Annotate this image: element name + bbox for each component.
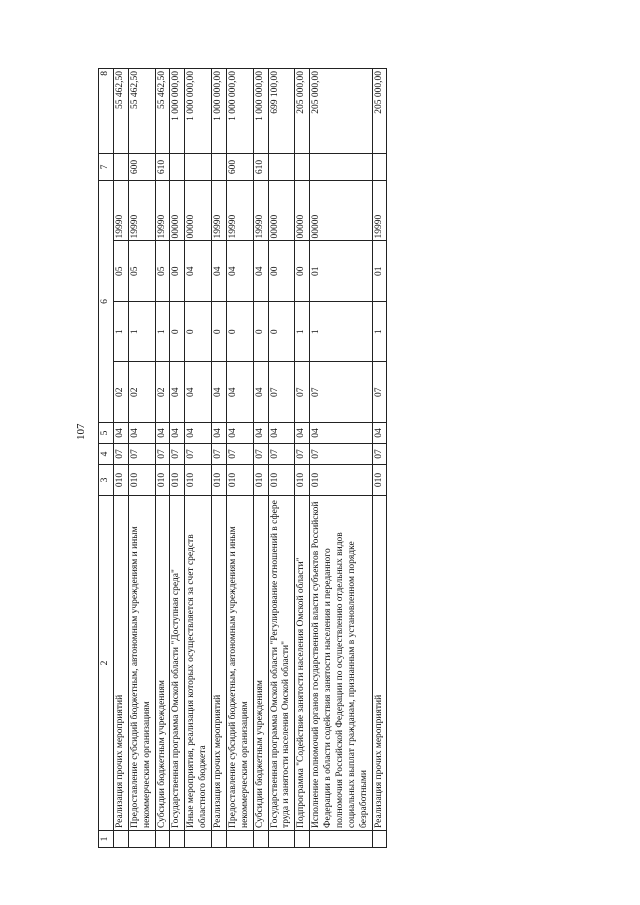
cell-c2: Субсидии бюджетным учреждениям — [155, 496, 170, 831]
cell-c5: 04 — [268, 423, 295, 444]
cell-c6a: 02 — [113, 362, 128, 423]
cell-c4: 07 — [128, 444, 155, 465]
table-row — [295, 69, 310, 848]
cell-c3: 010 — [128, 465, 155, 496]
cell-c3: 010 — [253, 465, 268, 496]
cell-c6a: 07 — [372, 362, 387, 423]
cell-c4: 07 — [268, 444, 295, 465]
cell-c6a: 02 — [128, 362, 155, 423]
cell-c7 — [113, 154, 128, 181]
cell-c2: Субсидии бюджетным учреждениям — [253, 496, 268, 831]
cell-c3: 010 — [268, 465, 295, 496]
cell-c6c: 04 — [212, 241, 227, 302]
cell-c6d: 00000 — [295, 181, 310, 242]
cell-c3: 010 — [113, 465, 128, 496]
cell-c2: Реализация прочих мероприятий — [212, 496, 227, 831]
cell-c6a: 04 — [185, 362, 212, 423]
table-row — [372, 69, 387, 848]
cell-c6c: 00 — [170, 241, 185, 302]
cell-c6b: 0 — [185, 302, 212, 363]
cell-c8: 1 000 000,00 — [170, 69, 185, 154]
table-row — [268, 69, 295, 848]
header-col-5: 5 — [99, 423, 114, 444]
budget-table-container — [98, 68, 578, 848]
cell-c5: 04 — [310, 423, 372, 444]
cell-c7 — [212, 154, 227, 181]
cell-c6d: 00000 — [185, 181, 212, 242]
cell-c1 — [170, 831, 185, 848]
cell-c4: 07 — [226, 444, 253, 465]
cell-c6a: 04 — [212, 362, 227, 423]
cell-c4: 07 — [253, 444, 268, 465]
cell-c2: Государственная программа Омской области "Регулирование отношений в сфере труда и занятости населения Омской области" — [268, 496, 295, 831]
table-row — [185, 69, 212, 848]
cell-c7: 610 — [155, 154, 170, 181]
cell-c4: 07 — [113, 444, 128, 465]
cell-c7 — [268, 154, 295, 181]
cell-c3: 010 — [185, 465, 212, 496]
cell-c1 — [372, 831, 387, 848]
cell-c2: Предоставление субсидий бюджетным, автономным учреждениям и иным некоммерческим организациям — [226, 496, 253, 831]
cell-c6d: 19990 — [212, 181, 227, 242]
cell-c6c: 01 — [310, 241, 372, 302]
cell-c2: Исполнение полномочий органов государственной власти субъектов Российской Федерации в области содействия занятости населения и переданного полномочия Российской Федерации по осуществлению отдельных видов социальных выплат гражданам, признанным в установленном порядке безработными — [310, 496, 372, 831]
cell-c6a: 04 — [253, 362, 268, 423]
cell-c4: 07 — [212, 444, 227, 465]
cell-c1 — [295, 831, 310, 848]
cell-c6d: 19990 — [372, 181, 387, 242]
cell-c4: 07 — [295, 444, 310, 465]
cell-c5: 04 — [185, 423, 212, 444]
budget-table — [98, 68, 387, 848]
table-body — [113, 69, 387, 848]
cell-c5: 04 — [155, 423, 170, 444]
cell-c7: 610 — [253, 154, 268, 181]
cell-c6b: 1 — [295, 302, 310, 363]
cell-c8: 55 462,50 — [155, 69, 170, 154]
cell-c6a: 07 — [268, 362, 295, 423]
table-row — [310, 69, 372, 848]
cell-c1 — [113, 831, 128, 848]
cell-c6b: 1 — [310, 302, 372, 363]
cell-c2: Реализация прочих мероприятий — [372, 496, 387, 831]
cell-c5: 04 — [226, 423, 253, 444]
cell-c8: 1 000 000,00 — [185, 69, 212, 154]
cell-c6c: 04 — [185, 241, 212, 302]
cell-c6b: 0 — [268, 302, 295, 363]
cell-c6c: 00 — [295, 241, 310, 302]
cell-c8: 1 000 000,00 — [253, 69, 268, 154]
cell-c7 — [170, 154, 185, 181]
cell-c6d: 19990 — [253, 181, 268, 242]
cell-c5: 04 — [295, 423, 310, 444]
cell-c6a: 07 — [295, 362, 310, 423]
cell-c1 — [253, 831, 268, 848]
cell-c1 — [128, 831, 155, 848]
cell-c7 — [295, 154, 310, 181]
table-row — [226, 69, 253, 848]
cell-c6c: 01 — [372, 241, 387, 302]
cell-c6d: 00000 — [310, 181, 372, 242]
cell-c8: 1 000 000,00 — [212, 69, 227, 154]
cell-c6b: 1 — [113, 302, 128, 363]
cell-c8: 205 000,00 — [372, 69, 387, 154]
cell-c5: 04 — [253, 423, 268, 444]
table-row — [253, 69, 268, 848]
cell-c5: 04 — [113, 423, 128, 444]
cell-c3: 010 — [310, 465, 372, 496]
cell-c6c: 04 — [253, 241, 268, 302]
cell-c6c: 05 — [128, 241, 155, 302]
cell-c6a: 04 — [226, 362, 253, 423]
cell-c1 — [155, 831, 170, 848]
cell-c8: 1 000 000,00 — [226, 69, 253, 154]
header-col-4: 4 — [99, 444, 114, 465]
cell-c7 — [185, 154, 212, 181]
page-number: 107 — [75, 423, 87, 440]
cell-c2: Государственная программа Омской области "Доступная среда" — [170, 496, 185, 831]
cell-c4: 07 — [155, 444, 170, 465]
cell-c6c: 00 — [268, 241, 295, 302]
cell-c5: 04 — [372, 423, 387, 444]
table-row — [128, 69, 155, 848]
cell-c8: 55 462,50 — [113, 69, 128, 154]
cell-c6b: 1 — [128, 302, 155, 363]
cell-c6b: 0 — [212, 302, 227, 363]
cell-c6c: 04 — [226, 241, 253, 302]
cell-c2: Иные мероприятия, реализация которых осуществляется за счет средств областного бюджета — [185, 496, 212, 831]
cell-c4: 07 — [372, 444, 387, 465]
table-row — [155, 69, 170, 848]
cell-c6b: 0 — [170, 302, 185, 363]
header-col-3: 3 — [99, 465, 114, 496]
cell-c3: 010 — [372, 465, 387, 496]
cell-c5: 04 — [212, 423, 227, 444]
table-row — [113, 69, 128, 848]
cell-c8: 205 000,00 — [295, 69, 310, 154]
header-col-2: 2 — [99, 496, 114, 831]
cell-c8: 55 462,50 — [128, 69, 155, 154]
cell-c7: 600 — [128, 154, 155, 181]
cell-c6b: 0 — [226, 302, 253, 363]
cell-c6d: 00000 — [170, 181, 185, 242]
cell-c5: 04 — [128, 423, 155, 444]
cell-c1 — [226, 831, 253, 848]
cell-c6c: 05 — [113, 241, 128, 302]
cell-c4: 07 — [185, 444, 212, 465]
cell-c6a: 07 — [310, 362, 372, 423]
header-col-8: 8 — [99, 69, 114, 154]
cell-c3: 010 — [212, 465, 227, 496]
cell-c4: 07 — [170, 444, 185, 465]
cell-c7 — [372, 154, 387, 181]
header-col-7: 7 — [99, 154, 114, 181]
cell-c2: Предоставление субсидий бюджетным, автономным учреждениям и иным некоммерческим организациям — [128, 496, 155, 831]
header-col-1: 1 — [99, 831, 114, 848]
cell-c6a: 02 — [155, 362, 170, 423]
cell-c1 — [185, 831, 212, 848]
cell-c6d: 19990 — [113, 181, 128, 242]
cell-c8: 205 000,00 — [310, 69, 372, 154]
table-row — [170, 69, 185, 848]
cell-c7: 600 — [226, 154, 253, 181]
cell-c3: 010 — [170, 465, 185, 496]
table-header-row — [99, 69, 114, 848]
cell-c6b: 0 — [253, 302, 268, 363]
cell-c1 — [212, 831, 227, 848]
cell-c1 — [310, 831, 372, 848]
cell-c2: Подпрограмма "Содействие занятости населения Омской области" — [295, 496, 310, 831]
table-row — [212, 69, 227, 848]
cell-c5: 04 — [170, 423, 185, 444]
cell-c6a: 04 — [170, 362, 185, 423]
cell-c4: 07 — [310, 444, 372, 465]
cell-c6d: 19990 — [155, 181, 170, 242]
cell-c3: 010 — [226, 465, 253, 496]
cell-c8: 699 100,00 — [268, 69, 295, 154]
cell-c1 — [268, 831, 295, 848]
cell-c3: 010 — [155, 465, 170, 496]
cell-c7 — [310, 154, 372, 181]
cell-c6b: 1 — [372, 302, 387, 363]
cell-c2: Реализация прочих мероприятий — [113, 496, 128, 831]
cell-c6b: 1 — [155, 302, 170, 363]
cell-c3: 010 — [295, 465, 310, 496]
header-col-6: 6 — [99, 181, 114, 423]
cell-c6d: 19990 — [226, 181, 253, 242]
cell-c6d: 00000 — [268, 181, 295, 242]
cell-c6d: 19990 — [128, 181, 155, 242]
cell-c6c: 05 — [155, 241, 170, 302]
